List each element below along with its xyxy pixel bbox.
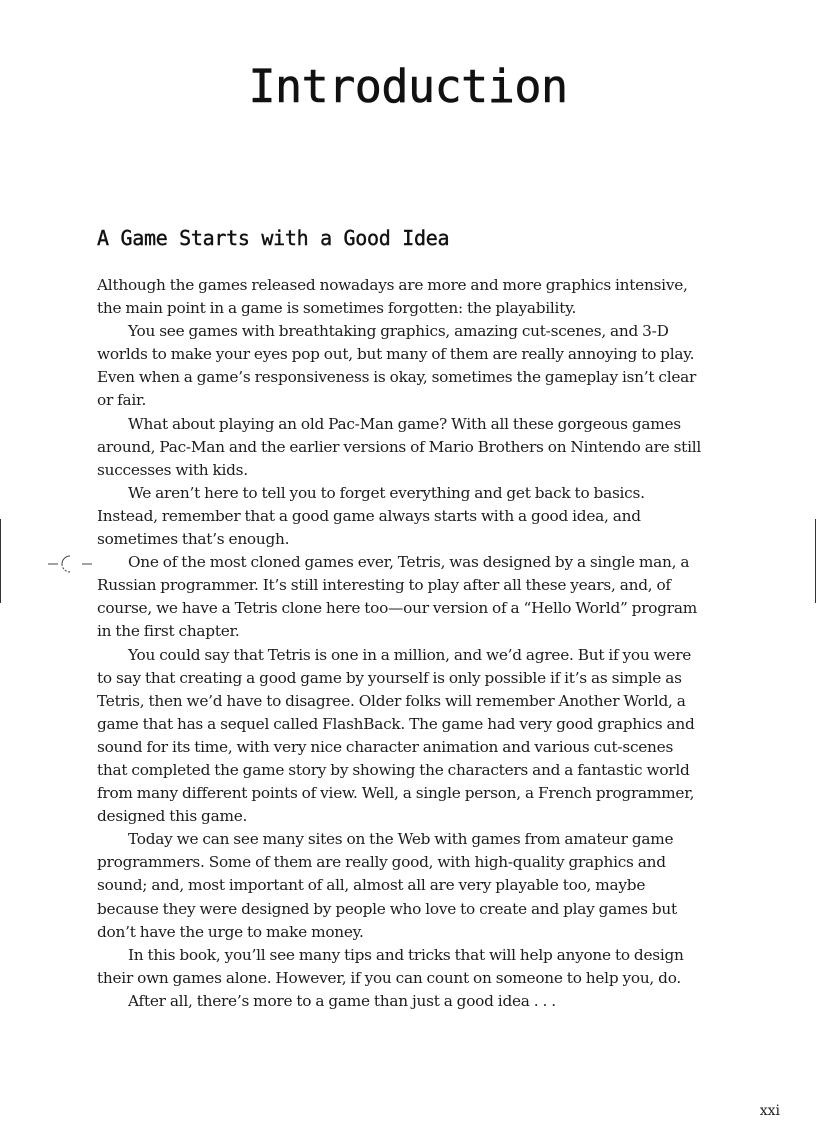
paragraph-3: What about playing an old Pac-Man game? With all these gorgeous games around, Pac-Man and the earlier versions of Mario Brothers on Nintendo are still successes with kids. xyxy=(97,414,702,479)
paragraph-7: Today we can see many sites on the Web with games from amateur game programmers. Some of them are really good, with high-quality graphics and sound; and, most important of all, almost all are very playable too, maybe because they were designed by people who love to create and play games but don’t have the urge to make money. xyxy=(97,830,677,941)
registration-mark-icon xyxy=(46,553,94,575)
paragraph-9: After all, there’s more to a game than just a good idea . . . xyxy=(128,991,556,1010)
paragraph-8: In this book, you’ll see many tips and tricks that will help anyone to design their own games alone. However, if you can count on someone to help you, do. xyxy=(97,945,684,987)
paragraph-1: Although the games released nowadays are more and more graphics intensive, the main point in a game is sometimes forgotten: the playability. xyxy=(97,276,688,318)
chapter-title: Introduction xyxy=(248,60,568,113)
paragraph-5: One of the most cloned games ever, Tetris, was designed by a single man, a Russian programmer. It’s still interesting to play after all these years, and, of course, we have a Tetris clone here too—our version of a “Hello World” program in the first chapter. xyxy=(97,553,697,641)
paragraph-6: You could say that Tetris is one in a million, and we’d agree. But if you were to say that creating a good game by yourself is only possible if it’s as simple as Tetris, then we’d have to disagree. Older folks will remember Another World, a game that has a sequel called FlashBack. The game had very good graphics and sound for its time, with very nice character animation and various cut-scenes that completed the game story by showing the characters and a fantastic world from many different points of view. Well, a single person, a French programmer, designed this game. xyxy=(97,645,695,826)
section-heading: A Game Starts with a Good Idea xyxy=(97,226,450,250)
body-text xyxy=(97,274,707,1013)
paragraph-2: You see games with breathtaking graphics, amazing cut-scenes, and 3-D worlds to make your eyes pop out, but many of them are really annoying to play. Even when a game’s responsiveness is okay, sometimes the gameplay isn’t clear or fair. xyxy=(97,322,697,410)
crop-mark-left xyxy=(0,519,1,603)
paragraph-4: We aren’t here to tell you to forget everything and get back to basics. Instead, remember that a good game always starts with a good idea, and sometimes that’s enough. xyxy=(97,483,645,549)
page-number: xxi xyxy=(759,1103,780,1119)
